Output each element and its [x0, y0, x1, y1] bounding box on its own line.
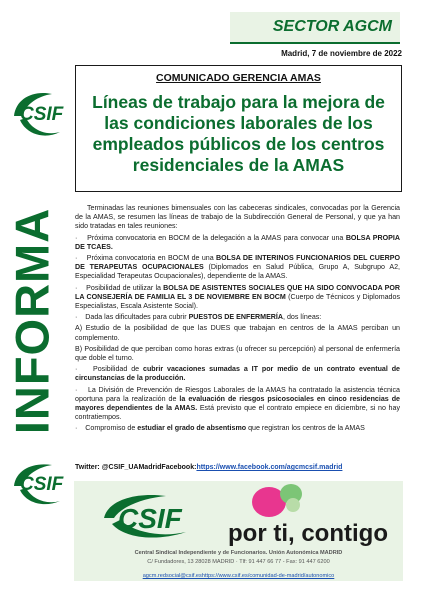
footer-org: Central Sindical Independiente y de Funcionarios. Unión Autonómica MADRID: [134, 550, 343, 556]
list-item: · La División de Prevención de Riesgos Laborales de la AMAS ha contratado la asistencia técnica oportuna para la realización de la evaluación de riesgos psicosociales en cinco residencias de mayores dependientes de la AMAS. Está previsto que el contrato empiece en diciembre, si no hay contratiempos.: [75, 385, 400, 422]
list-item: · Próxima convocatoria en BOCM de una BOLSA DE INTERINOS FUNCIONARIOS DEL CUERPO DE TERAPEUTAS OCUPACIONALES (Diplomados en Salud Pública, Grupo A, Subgrupo A2, Especialidad Terapeutas Ocupacionales), dependiente de la AMAS.: [75, 254, 400, 281]
csif-logo-text: CSIF: [20, 104, 64, 125]
list-item: · Próxima convocatoria en BOCM de la delegación a la AMAS para convocar una BOLSA PROPIA DE TCAES.: [75, 233, 401, 251]
twitter-handle: Twitter: @CSIF_UAMadrid: [75, 464, 162, 471]
sub-item-b: B) Posibilidad de que perciban como horas extras (u ofrecer su percepción) al personal de enfermería que doble el turno.: [75, 344, 400, 363]
informa-text: INFORMA: [5, 207, 59, 435]
list-item: · Posibilidad de utilizar la BOLSA DE ASISTENTES SOCIALES QUE HA SIDO CONVOCADA POR LA CONSEJERÍA DE FAMILIA EL 3 DE NOVIEMBRE EN BOCM (Cuerpo de Técnicos y Diplomados Especialistas, Escala Asistente Social).: [75, 283, 401, 311]
informa-side-label: [4, 196, 60, 446]
sector-header: [230, 12, 400, 42]
main-title: Líneas de trabajo para la mejora de las condiciones laborales de los empleados públicos de los centros residenciales de la AMAS: [92, 92, 385, 175]
footer-address: C/ Fundadores, 13 28028 MADRID · Tlf: 91 447 66 77 - Fax: 91 447 6200: [147, 559, 330, 565]
facebook-label: Facebook:: [161, 464, 197, 471]
list-item: · Posibilidad de cubrir vacaciones sumadas a IT por medio de un contrato eventual de circunstancias de la producción.: [75, 365, 400, 383]
list-item: · Dada las dificultades para cubrir PUESTOS DE ENFERMERÍA, dos líneas:: [75, 313, 322, 322]
communique-subtitle: COMUNICADO GERENCIA AMAS: [156, 72, 321, 84]
slogan: por ti, contigo: [228, 520, 388, 547]
sector-title: SECTOR AGCM: [272, 18, 392, 35]
facebook-link[interactable]: https://www.facebook.com/agcmcsif.madrid: [196, 464, 343, 471]
light-green-bubble-icon: [286, 498, 300, 512]
csif-logo-text-2: CSIF: [20, 474, 64, 495]
sub-item-a: A) Estudio de la posibilidad de que las DUES que trabajan en centros de la AMAS perciban un complemento.: [75, 324, 400, 342]
csif-logo-side: [8, 458, 66, 514]
csif-logo-top: [8, 86, 66, 146]
body-text: [75, 204, 400, 436]
social-line: [75, 464, 342, 471]
title-box: [75, 65, 402, 192]
csif-logo-footer: [96, 490, 196, 546]
csif-footer-logo-text: CSIF: [118, 503, 182, 534]
document-date: Madrid, 7 de noviembre de 2022: [281, 49, 402, 58]
footer-links[interactable]: agcm.redsocial@csif.eshttps://www.csif.es/comunidad-de-madrid/autonomico: [142, 573, 335, 579]
list-item: · Compromiso de estudiar el grado de absentismo que registran los centros de la AMAS: [75, 424, 365, 433]
intro-paragraph: Terminadas las reuniones bimensuales con las cabeceras sindicales, convocadas por la Gerencia de la AMAS, se resumen las líneas de trabajo de la Subdirección General de Personal, y que ya han sido tratadas en tales reuniones:: [75, 204, 400, 231]
header-divider: [230, 42, 400, 44]
